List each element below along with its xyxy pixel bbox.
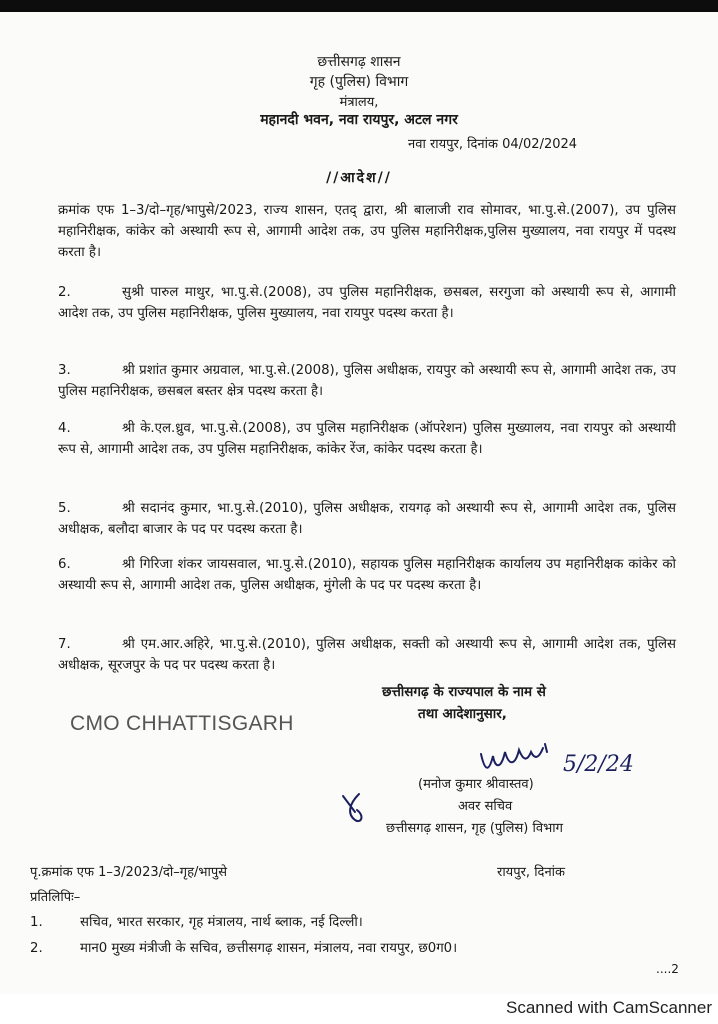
signature-order-line: तथा आदेशानुसार, [418,706,507,722]
cmo-watermark: CMO CHHATTISGARH [70,712,294,735]
paragraph-text: श्री एम.आर.अहिरे, भा.पु.से.(2010), पुलिस अधीक्षक, सक्ती को अस्थायी रूप से, आगामी आदेश तक, पुलिस अधीक्षक, सूरजपुर के पद पर पदस्थ करता है। [58,637,676,673]
order-paragraph-6 [58,554,676,596]
paragraph-text: सुश्री पारुल माथुर, भा.पु.से.(2008), उप पुलिस महानिरीक्षक, छसबल, सरगुजा को अस्थायी रूप से, आगामी आदेश तक, उप पुलिस महानिरीक्षक, पुलिस मुख्यालय, नवा रायपुर पदस्थ करता है। [58,285,676,321]
paragraph-text: श्री के.एल.ध्रुव, भा.पु.से.(2008), उप पुलिस महानिरीक्षक (ऑपरेशन) पुलिस मुख्यालय, नवा रायपुर को अस्थायी रूप से, आगामी आदेश तक, उप पुलिस महानिरीक्षक, कांकेर रेंज, कांकेर पदस्थ करता है। [58,421,676,457]
signatory-designation: अवर सचिव [458,799,513,814]
paragraph-text: श्री गिरिजा शंकर जायसवाल, भा.पु.से.(2010), सहायक पुलिस महानिरीक्षक कार्यालय उप महानिरीक्षक कांकेर को अस्थायी रूप से, आगामी आदेश तक, पुलिस अधीक्षक, मुंगेली के पद पर पदस्थ करता है। [58,557,676,593]
paragraph-number: 7. [58,637,71,652]
top-black-strip [0,0,718,12]
copy-list-item [30,912,363,930]
header-department: गृह (पुलिस) विभाग [309,74,409,90]
endorsement-place-date: रायपुर, दिनांक [497,865,566,880]
header-government: छत्तीसगढ़ शासन [317,54,401,70]
header-ministry: मंत्रालय, [339,95,379,110]
copy-list-number: 1. [30,915,43,930]
order-paragraph-2 [58,282,676,324]
copy-list-text: मान0 मुख्य मंत्रीजी के सचिव, छत्तीसगढ़ शासन, मंत्रालय, नवा रायपुर, छ0ग0। [80,941,458,956]
order-paragraph-3 [58,360,676,402]
order-date: नवा रायपुर, दिनांक 04/02/2024 [408,137,578,152]
page-continued-marker: ....2 [656,962,679,976]
paragraph-text: क्रमांक एफ 1–3/दो–गृह/भापुसे/2023, राज्य शासन, एतद् द्वारा, श्री बालाजी राव सोमावर, भा.पु.से.(2007), उप पुलिस महानिरीक्षक, कांकेर को अस्थायी रूप से, आगामी आदेश तक, उप पुलिस महानिरीक्षक,पुलिस मुख्यालय, नवा रायपुर में पदस्थ करता है। [58,203,676,260]
paragraph-number: 6. [58,557,71,572]
order-paragraph-7 [58,634,676,676]
camscanner-mark: Scanned with CamScanner [505,998,712,1017]
copy-list-text: सचिव, भारत सरकार, गृह मंत्रालय, नार्थ ब्लाक, नई दिल्ली। [80,915,363,930]
order-paragraph-1 [58,200,676,263]
paragraph-text: श्री सदानंद कुमार, भा.पु.से.(2010), पुलिस अधीक्षक, रायगढ़ को अस्थायी रूप से, आगामी आदेश तक, पुलिस अधीक्षक, बलौदा बाजार के पद पर पदस्थ करता है। [58,501,676,537]
signatory-department: छत्तीसगढ़ शासन, गृह (पुलिस) विभाग [386,821,563,836]
order-paragraph-4 [58,418,676,460]
paragraph-number: 3. [58,363,71,378]
copy-list-item [30,938,457,956]
initials-mark-icon [335,790,375,826]
paragraph-number: 4. [58,421,71,436]
signature-governor-line: छत्तीसगढ़ के राज्यपाल के नाम से [382,684,546,700]
signatory-name: (मनोज कुमार श्रीवास्तव) [418,777,534,792]
order-title: //आदेश// [326,170,392,186]
handwritten-date: 5/2/24 [563,752,634,777]
paragraph-text: श्री प्रशांत कुमार अग्रवाल, भा.पु.से.(2008), पुलिस अधीक्षक, रायपुर को अस्थायी रूप से, आगामी आदेश तक, उप पुलिस महानिरीक्षक, छसबल बस्तर क्षेत्र पदस्थ करता है। [58,363,676,399]
document-page [0,12,718,994]
order-paragraph-5 [58,498,676,540]
paragraph-number: 5. [58,501,71,516]
copy-to-label: प्रतिलिपिः– [30,890,81,905]
header-address: महानदी भवन, नवा रायपुर, अटल नगर [260,112,458,128]
copy-list-number: 2. [30,941,43,956]
endorsement-reference: पृ.क्रमांक एफ 1–3/2023/दो–गृह/भापुसे [30,865,228,880]
paragraph-number: 2. [58,285,71,300]
